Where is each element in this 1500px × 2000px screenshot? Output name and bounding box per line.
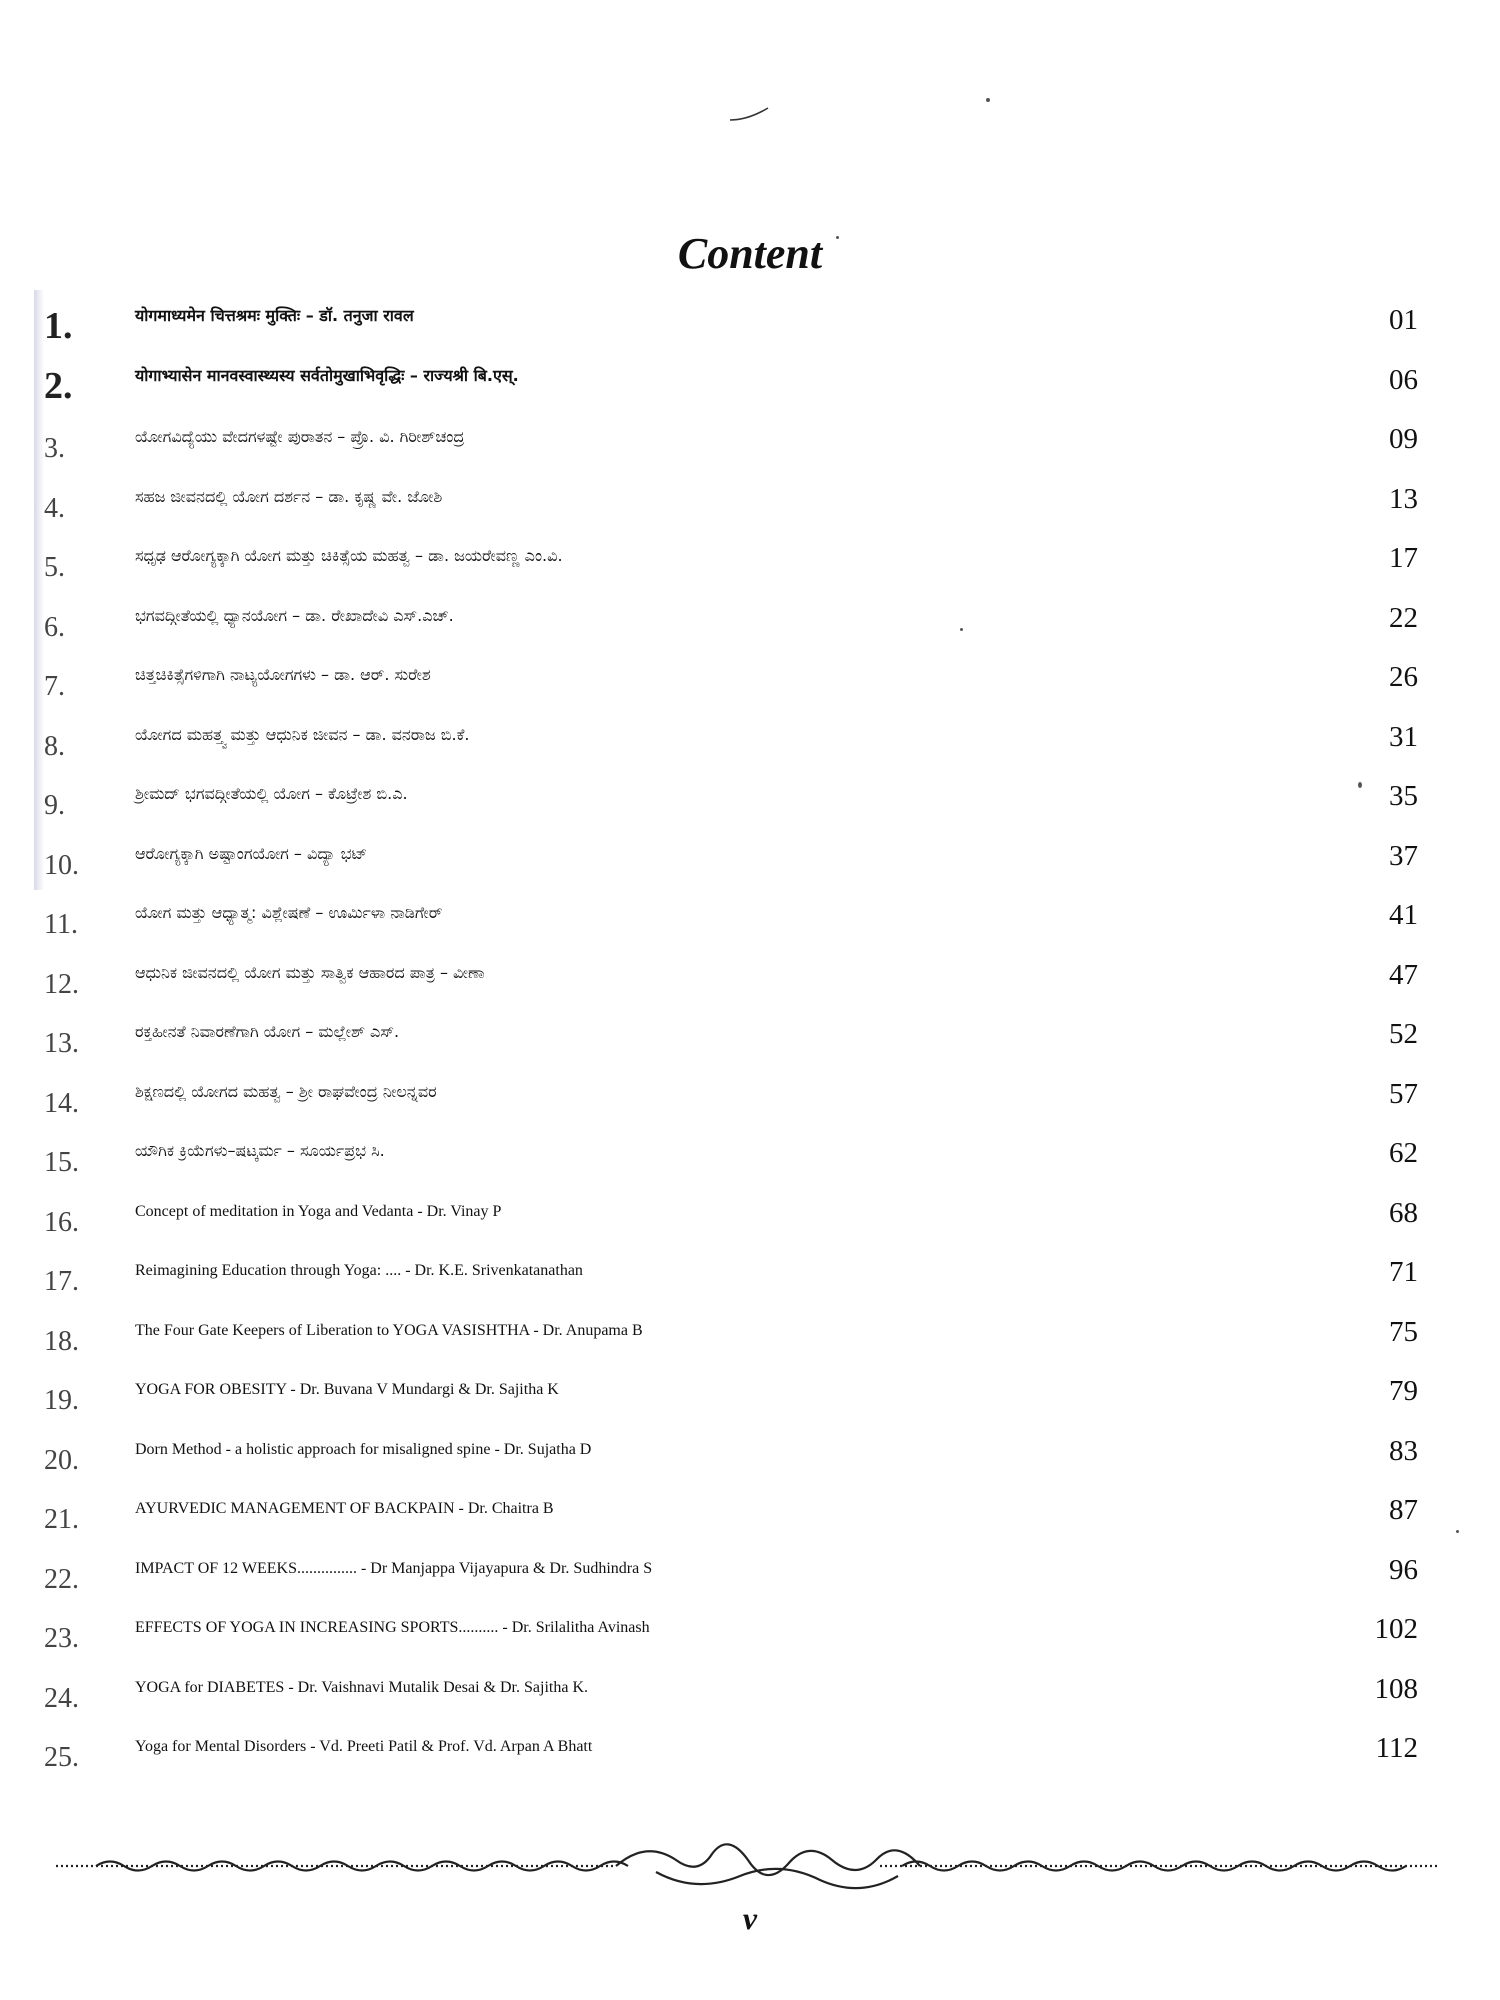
entry-number: 21. bbox=[44, 1504, 79, 1535]
toc-entry bbox=[0, 1014, 1500, 1072]
entry-number: 2. bbox=[44, 364, 73, 407]
toc-entry bbox=[0, 1609, 1500, 1667]
toc-entry bbox=[0, 300, 1500, 358]
entry-page-number: 75 bbox=[1389, 1315, 1418, 1348]
entry-number: 1. bbox=[44, 305, 73, 347]
toc-entry bbox=[0, 360, 1500, 418]
entry-page-number: 06 bbox=[1389, 363, 1418, 396]
ornamental-divider bbox=[56, 1838, 1440, 1896]
entry-page-number: 17 bbox=[1389, 542, 1418, 574]
entry-title: ಆಧುನಿಕ ಜೀವನದಲ್ಲಿ ಯೋಗ ಮತ್ತು ಸಾತ್ವಿಕ ಆಹಾರದ ಪಾತ್ರ – ವೀಣಾ bbox=[135, 962, 485, 982]
entry-title: The Four Gate Keepers of Liberation to YOGA VASISHTHA - Dr. Anupama B bbox=[135, 1321, 643, 1339]
scan-speck bbox=[1358, 782, 1362, 788]
entry-page-number: 22 bbox=[1389, 601, 1418, 634]
toc-entry bbox=[0, 1431, 1500, 1489]
entry-number: 23. bbox=[44, 1623, 79, 1654]
toc-entry bbox=[0, 836, 1500, 894]
scan-speck bbox=[960, 628, 963, 631]
entry-page-number: 102 bbox=[1374, 1613, 1418, 1645]
entry-number: 24. bbox=[44, 1682, 79, 1714]
entry-number: 18. bbox=[44, 1325, 79, 1357]
entry-title: ಯೌಗಿಕ ಕ್ರಿಯೆಗಳು–ಷಟ್ಕರ್ಮ – ಸೂರ್ಯಪ್ರಭ ಸಿ. bbox=[135, 1141, 385, 1160]
entry-number: 19. bbox=[44, 1385, 79, 1416]
toc-entry bbox=[0, 1669, 1500, 1727]
entry-number: 12. bbox=[44, 968, 79, 1000]
scan-speck bbox=[1456, 1530, 1459, 1533]
entry-page-number: 108 bbox=[1374, 1672, 1418, 1705]
toc-entry bbox=[0, 776, 1500, 834]
entry-title: YOGA for DIABETES - Dr. Vaishnavi Mutalik Desai & Dr. Sajitha K. bbox=[135, 1678, 588, 1696]
entry-title: ಸಹಜ ಜೀವನದಲ್ಲಿ ಯೋಗ ದರ್ಶನ – ಡಾ. ಕೃಷ್ಣ ವೇ. ಜೋಶಿ bbox=[135, 486, 443, 506]
entry-title: ಸಧೃಢ ಆರೋಗ್ಯಕ್ಕಾಗಿ ಯೋಗ ಮತ್ತು ಚಿಕಿತ್ಸೆಯ ಮಹತ್ವ – ಡಾ. ಜಯರೇವಣ್ಣ ಎಂ.ವಿ. bbox=[135, 546, 563, 565]
toc-entry bbox=[0, 1252, 1500, 1310]
entry-title: IMPACT OF 12 WEEKS............... - Dr Manjappa Vijayapura & Dr. Sudhindra S bbox=[135, 1559, 653, 1577]
entry-page-number: 41 bbox=[1389, 899, 1418, 931]
entry-page-number: 112 bbox=[1375, 1732, 1418, 1764]
entry-title: ಆರೋಗ್ಯಕ್ಕಾಗಿ ಅಷ್ಟಾಂಗಯೋಗ – ವಿದ್ಯಾ ಭಟ್ bbox=[135, 843, 368, 863]
entry-page-number: 71 bbox=[1389, 1256, 1418, 1288]
toc-entry bbox=[0, 895, 1500, 953]
entry-number: 17. bbox=[44, 1266, 79, 1297]
entry-number: 16. bbox=[44, 1206, 79, 1238]
entry-page-number: 57 bbox=[1389, 1077, 1418, 1110]
toc-entry bbox=[0, 1312, 1500, 1370]
pen-stroke-mark bbox=[728, 104, 770, 124]
entry-title: YOGA FOR OBESITY - Dr. Buvana V Mundargi & Dr. Sajitha K bbox=[135, 1381, 559, 1398]
entry-page-number: 35 bbox=[1389, 780, 1418, 812]
entry-number: 11. bbox=[44, 909, 78, 940]
entry-title: ಚಿತ್ತಚಿಕಿತ್ಸೆಗಳಿಗಾಗಿ ನಾಟ್ಯಯೋಗಗಳು – ಡಾ. ಆರ್. ಸುರೇಶ bbox=[135, 665, 431, 684]
toc-entry bbox=[0, 717, 1500, 775]
toc-entry bbox=[0, 657, 1500, 715]
entry-title: ಯೋಗದ ಮಹತ್ತ್ವ ಮತ್ತು ಆಧುನಿಕ ಜೀವನ – ಡಾ. ವನರಾಜ ಬಿ.ಕೆ. bbox=[135, 724, 470, 744]
toc-entry bbox=[0, 955, 1500, 1013]
toc-entry bbox=[0, 1133, 1500, 1191]
entry-title: AYURVEDIC MANAGEMENT OF BACKPAIN - Dr. Chaitra B bbox=[135, 1500, 554, 1517]
entry-number: 14. bbox=[44, 1087, 79, 1119]
entry-page-number: 47 bbox=[1389, 958, 1418, 991]
entry-number: 5. bbox=[44, 552, 65, 583]
entry-page-number: 26 bbox=[1389, 661, 1418, 693]
entry-number: 3. bbox=[44, 433, 65, 464]
entry-title: योगाभ्यासेन मानवस्वास्थ्यस्य सर्वतोमुखाभिवृद्धिः – राज्यश्री बि.एस्. bbox=[135, 365, 519, 385]
entry-page-number: 01 bbox=[1389, 304, 1418, 336]
toc-entry bbox=[0, 1490, 1500, 1548]
entry-page-number: 83 bbox=[1389, 1434, 1418, 1467]
entry-title: Dorn Method - a holistic approach for misaligned spine - Dr. Sujatha D bbox=[135, 1440, 592, 1458]
entry-title: ಭಗವದ್ಗೀತೆಯಲ್ಲಿ ಧ್ಯಾನಯೋಗ – ಡಾ. ರೇಖಾದೇವಿ ಎಸ್.ಎಚ್. bbox=[135, 605, 454, 625]
scan-speck bbox=[836, 236, 839, 239]
toc-entry bbox=[0, 1728, 1500, 1786]
entry-title: ಯೋಗವಿದ್ಯೆಯು ವೇದಗಳಷ್ಟೇ ಪುರಾತನ – ಪ್ರೊ. ವಿ. ಗಿರೀಶ್‌ಚಂದ್ರ bbox=[135, 427, 465, 446]
entry-page-number: 52 bbox=[1389, 1018, 1418, 1050]
entry-title: Yoga for Mental Disorders - Vd. Preeti Patil & Prof. Vd. Arpan A Bhatt bbox=[135, 1738, 593, 1755]
entry-title: योगमाध्यमेन चित्तश्रमः मुक्तिः – डॉ. तनुजा रावल bbox=[135, 306, 414, 325]
entry-page-number: 13 bbox=[1389, 482, 1418, 515]
entry-title: ಶ್ರೀಮದ್ ಭಗವದ್ಗೀತೆಯಲ್ಲಿ ಯೋಗ – ಕೊಟ್ರೇಶ ಬಿ.ಎ. bbox=[135, 784, 408, 803]
toc-entry bbox=[0, 1193, 1500, 1251]
entry-number: 8. bbox=[44, 730, 65, 762]
toc-entry bbox=[0, 598, 1500, 656]
toc-entry bbox=[0, 538, 1500, 596]
entry-page-number: 96 bbox=[1389, 1553, 1418, 1586]
entry-title: EFFECTS OF YOGA IN INCREASING SPORTS.......... - Dr. Srilalitha Avinash bbox=[135, 1619, 650, 1636]
toc-entry bbox=[0, 1550, 1500, 1608]
scan-speck bbox=[986, 98, 990, 102]
entry-page-number: 87 bbox=[1389, 1494, 1418, 1526]
entry-page-number: 09 bbox=[1389, 423, 1418, 455]
page-title: Content bbox=[677, 229, 823, 278]
toc-entry bbox=[0, 419, 1500, 477]
entry-page-number: 62 bbox=[1389, 1137, 1418, 1169]
entry-number: 6. bbox=[44, 611, 65, 643]
toc-entry bbox=[0, 1371, 1500, 1429]
entry-number: 4. bbox=[44, 492, 65, 524]
entry-number: 22. bbox=[44, 1563, 79, 1595]
entry-title: Reimagining Education through Yoga: .... - Dr. K.E. Srivenkatanathan bbox=[135, 1262, 583, 1279]
entry-title: Concept of meditation in Yoga and Vedanta - Dr. Vinay P bbox=[135, 1202, 502, 1220]
entry-title: ಯೋಗ ಮತ್ತು ಆಧ್ಯಾತ್ಮ: ವಿಶ್ಲೇಷಣೆ – ಊರ್ಮಿಳಾ ನಾಡಿಗೇರ್ bbox=[135, 903, 443, 922]
toc-entry bbox=[0, 1074, 1500, 1132]
entry-number: 20. bbox=[44, 1444, 79, 1476]
page-number-folio: v bbox=[742, 1900, 758, 1936]
entry-number: 7. bbox=[44, 671, 65, 702]
entry-title: ರಕ್ತಹೀನತೆ ನಿವಾರಣೆಗಾಗಿ ಯೋಗ – ಮಲ್ಲೇಶ್ ಎಸ್. bbox=[135, 1022, 400, 1041]
entry-number: 10. bbox=[44, 849, 79, 881]
entry-number: 9. bbox=[44, 790, 65, 821]
entry-page-number: 79 bbox=[1389, 1375, 1418, 1407]
entry-title: ಶಿಕ್ಷಣದಲ್ಲಿ ಯೋಗದ ಮಹತ್ವ – ಶ್ರೀ ರಾಘವೇಂದ್ರ ನೀಲನ್ನವರ bbox=[135, 1081, 437, 1101]
entry-page-number: 68 bbox=[1389, 1196, 1418, 1229]
entry-number: 25. bbox=[44, 1742, 79, 1773]
entry-number: 15. bbox=[44, 1147, 79, 1178]
toc-entry bbox=[0, 479, 1500, 537]
entry-page-number: 31 bbox=[1389, 720, 1418, 753]
entry-number: 13. bbox=[44, 1028, 79, 1059]
entry-page-number: 37 bbox=[1389, 839, 1418, 872]
